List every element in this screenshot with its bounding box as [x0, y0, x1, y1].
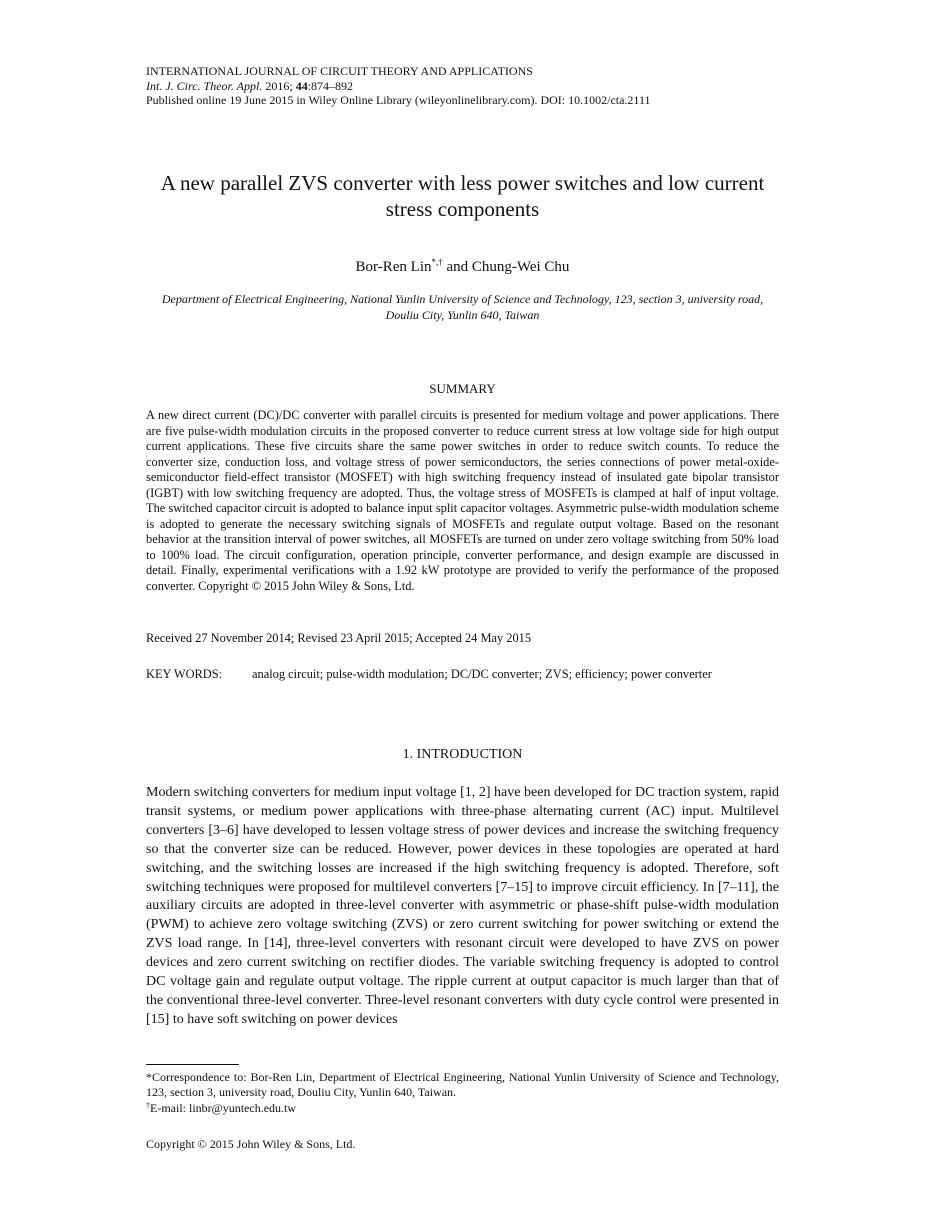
footnote-email	[146, 1099, 779, 1116]
journal-year: 2016;	[262, 78, 296, 93]
journal-pages: :874–892	[307, 78, 354, 93]
author-first: Bor-Ren Lin	[355, 259, 432, 275]
author-rest: and Chung-Wei Chu	[442, 259, 570, 275]
footnote-email-text: E-mail: linbr@yuntech.edu.tw	[150, 1101, 297, 1115]
copyright-footer: Copyright © 2015 John Wiley & Sons, Ltd.	[146, 1137, 356, 1151]
author-marks: *,†	[431, 257, 443, 267]
received-dates: Received 27 November 2014; Revised 23 April 2015; Accepted 24 May 2015	[146, 631, 532, 645]
affiliation: Department of Electrical Engineering, National Yunlin University of Science and Technology, 123, section 3, university road, Douliu City, Yunlin 640, Taiwan	[161, 292, 764, 322]
keywords-text: analog circuit; pulse-width modulation; DC/DC converter; ZVS; efficiency; power converter	[252, 667, 712, 681]
journal-header	[146, 64, 779, 108]
journal-citation	[146, 79, 779, 94]
footnote-correspondence: *Correspondence to: Bor-Ren Lin, Department of Electrical Engineering, National Yunlin University of Science and Technology, 123, section 3, university road, Douliu City, Yunlin 640, Taiwan.	[146, 1070, 779, 1099]
section-heading-introduction: 1. INTRODUCTION	[402, 747, 523, 762]
footnotes	[146, 1070, 779, 1116]
author-line	[146, 257, 779, 276]
footnote-rule	[146, 1064, 239, 1065]
introduction-text: Modern switching converters for medium input voltage [1, 2] have been developed for DC traction system, rapid transit systems, or medium power applications with three-phase alternating current (AC) input. Multilevel converters [3–6] have developed to lessen voltage stress of power devices and increase the switching frequency so that the converter size can be reduced. However, power devices in these topologies are operated at hard switching, and the switching losses are increased if the high switching frequency is adopted. Therefore, soft switching techniques were proposed for multilevel converters [7–15] to improve circuit efficiency. In [7–11], the auxiliary circuits are adopted in three-level converter with asymmetric or phase-shift pulse-width modulation (PWM) to achieve zero voltage switching (ZVS) or zero current switching for power switching or extend the ZVS load range. In [14], three-level converters with resonant circuit were developed to have ZVS on power devices and zero current switching on rectifier diodes. The variable switching frequency is adopted to control DC voltage gain and regulate output voltage. The ripple current at output capacitor is much larger than that of the conventional three-level converter. Three-level resonant converters with duty cycle control were presented in [15] to have soft switching on power devices	[146, 785, 779, 1027]
summary-heading: SUMMARY	[429, 381, 496, 396]
journal-name: INTERNATIONAL JOURNAL OF CIRCUIT THEORY AND APPLICATIONS	[146, 64, 533, 78]
journal-volume: 44	[295, 78, 308, 93]
footnote-email-mark: †	[146, 1101, 150, 1110]
keywords-label: KEY WORDS:	[146, 667, 223, 681]
summary-text: A new direct current (DC)/DC converter with parallel circuits is presented for medium voltage and power applications. There are five pulse-width modulation circuits in the proposed converter to reduce current stress at low voltage side for high output current applications. These five circuits share the same power switches in order to reduce switch counts. To reduce the converter size, conduction loss, and voltage stress of power semiconductors, the series connections of power metal-oxide-semiconductor field-effect transistor (MOSFET) with high switching frequency instead of insulated gate bipolar transistor (IGBT) with low switching frequency are adopted. Thus, the voltage stress of MOSFETs is clamped at half of input voltage. The switched capacitor circuit is adopted to balance input split capacitor voltages. Asymmetric pulse-width modulation scheme is adopted to generate the necessary switching signals of MOSFETs and regulate output voltage. Based on the resonant behavior at the transition interval of power switches, all MOSFETs are turned on under zero voltage switching from 50% load to 100% load. The circuit configuration, operation principle, converter performance, and design example are discussed in detail. Finally, experimental verifications with a 1.92 kW prototype are provided to verify the performance of the proposed converter. Copyright © 2015 John Wiley & Sons, Ltd.	[146, 408, 779, 593]
publication-info: Published online 19 June 2015 in Wiley Online Library (wileyonlinelibrary.com). DOI: 10.1002/cta.2111	[146, 93, 651, 107]
paper-title: A new parallel ZVS converter with less power switches and low current stress components	[160, 171, 765, 221]
journal-abbrev: Int. J. Circ. Theor. Appl.	[146, 78, 263, 93]
